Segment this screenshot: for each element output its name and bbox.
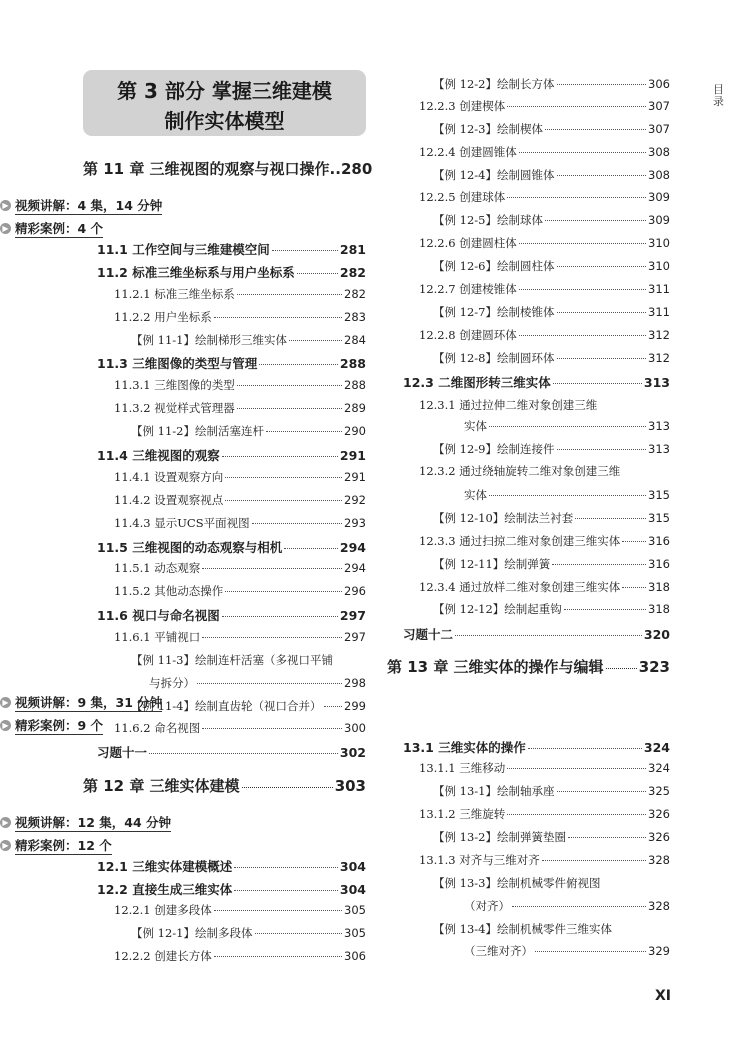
- toc-entry-sub[interactable]: [114, 948, 366, 964]
- toc-leader-dots: [557, 791, 647, 792]
- toc-page-number: 304: [339, 882, 366, 897]
- toc-leader-dots: [202, 728, 342, 729]
- toc-entry-sub[interactable]: [114, 629, 366, 645]
- toc-entry-title: 11.6.1 平铺视口: [114, 630, 201, 644]
- toc-page-number: 320: [643, 627, 670, 642]
- toc-page-number: 315: [648, 488, 670, 502]
- toc-entry-wrapped[interactable]: 【例 13-3】绘制机械零件俯视图: [433, 876, 601, 890]
- toc-entry-sub[interactable]: [114, 469, 366, 485]
- toc-entry-ex[interactable]: [464, 943, 670, 959]
- toc-leader-dots: [512, 906, 646, 907]
- toc-entry-title: 12.2.3 创建楔体: [419, 99, 506, 113]
- toc-entry-title: 【例 12-1】绘制多段体: [131, 926, 253, 940]
- toc-page-number: 304: [339, 859, 366, 874]
- toc-page-number: 288: [344, 378, 366, 392]
- toc-leader-dots: [519, 289, 646, 290]
- toc-page-number: 307: [648, 122, 670, 136]
- toc-leader-dots: [214, 317, 342, 318]
- toc-entry-title: 11.5 三维视图的动态观察与相机: [97, 540, 283, 555]
- toc-entry-ex[interactable]: [433, 829, 670, 845]
- toc-entry-sub[interactable]: [114, 560, 366, 576]
- toc-entry-title: 12.2.1 创建多段体: [114, 903, 212, 917]
- toc-media-label: 视频讲解：4 集，14 分钟: [15, 198, 163, 213]
- toc-page-number: 297: [344, 630, 366, 644]
- toc-entry-sub[interactable]: [419, 144, 670, 160]
- toc-page-number: 307: [648, 99, 670, 113]
- toc-entry-title: 第 12 章 三维实体建模: [83, 777, 240, 795]
- toc-leader-dots: [622, 541, 646, 542]
- toc-page-number: 313: [643, 375, 670, 390]
- toc-entry-chap[interactable]: [387, 656, 670, 677]
- toc-entry-ex[interactable]: [433, 601, 670, 617]
- toc-entry-title: 11.2.1 标准三维坐标系: [114, 287, 235, 301]
- side-section-label: 目录: [713, 83, 724, 108]
- play-icon: ▶: [0, 223, 11, 234]
- toc-leader-dots: [297, 273, 338, 274]
- toc-entry-sec[interactable]: [403, 738, 670, 756]
- toc-leader-dots: ..: [329, 160, 341, 178]
- toc-entry-title: 11.6.2 命名视图: [114, 721, 201, 735]
- toc-page-number: 326: [648, 807, 670, 821]
- toc-entry-title: 12.1 三维实体建模概述: [97, 859, 233, 874]
- toc-media-info: [0, 219, 103, 238]
- toc-leader-dots: [606, 668, 637, 669]
- toc-leader-dots: [489, 495, 646, 496]
- toc-leader-dots: [237, 294, 342, 295]
- toc-entry-title: 【例 12-11】绘制弹簧: [433, 557, 551, 571]
- toc-entry-title: 习题十一: [97, 745, 148, 760]
- toc-entry-sec[interactable]: [97, 263, 366, 281]
- toc-entry-title: 【例 13-2】绘制弹簧垫圈: [433, 830, 566, 844]
- toc-leader-dots: [535, 951, 646, 952]
- toc-leader-dots: [557, 312, 647, 313]
- toc-page-number: 294: [344, 561, 366, 575]
- toc-leader-dots: [489, 426, 646, 427]
- toc-entry-title: 12.2.7 创建棱锥体: [419, 282, 517, 296]
- toc-leader-dots: [272, 250, 338, 251]
- toc-page-number: 318: [648, 580, 670, 594]
- toc-entry-sub[interactable]: [419, 806, 670, 822]
- toc-entry-ex[interactable]: [433, 510, 670, 526]
- toc-page-number: 284: [344, 333, 366, 347]
- toc-leader-dots: [149, 753, 338, 754]
- toc-entry-sub[interactable]: [114, 492, 366, 508]
- toc-leader-dots: [545, 129, 646, 130]
- toc-entry-exercise[interactable]: [97, 743, 366, 761]
- toc-entry-sub[interactable]: [114, 377, 366, 393]
- toc-entry-sec[interactable]: [97, 446, 366, 464]
- toc-leader-dots: [242, 787, 333, 788]
- toc-page-number: 326: [648, 830, 670, 844]
- toc-page-number: 290: [344, 424, 366, 438]
- toc-entry-sub[interactable]: [114, 720, 366, 736]
- toc-leader-dots: [519, 243, 646, 244]
- toc-entry-sub[interactable]: [419, 760, 670, 776]
- toc-leader-dots: [225, 500, 342, 501]
- toc-entry-title: （三维对齐）: [464, 944, 533, 958]
- toc-page-number: 288: [339, 356, 366, 371]
- toc-page-number: 316: [648, 534, 670, 548]
- toc-page-number: 291: [339, 448, 366, 463]
- toc-entry-title: 【例 11-4】绘制直齿轮（视口合并）: [131, 699, 322, 713]
- toc-leader-dots: [225, 591, 342, 592]
- toc-page-number: 310: [648, 236, 670, 250]
- play-icon: ▶: [0, 817, 11, 828]
- toc-entry-sub[interactable]: [114, 400, 366, 416]
- toc-leader-dots: [455, 635, 642, 636]
- toc-leader-dots: [237, 408, 342, 409]
- toc-entry-ex[interactable]: [433, 783, 670, 799]
- play-icon: ▶: [0, 200, 11, 211]
- toc-entry-title: 实体: [464, 488, 487, 502]
- toc-entry-sub[interactable]: [419, 852, 670, 868]
- toc-entry-sub[interactable]: [419, 281, 670, 297]
- toc-leader-dots: [234, 867, 338, 868]
- toc-entry-title: 12.2 直接生成三维实体: [97, 882, 233, 897]
- toc-leader-dots: [557, 449, 647, 450]
- toc-leader-dots: [324, 706, 343, 707]
- toc-page-number: 292: [344, 493, 366, 507]
- toc-leader-dots: [519, 152, 646, 153]
- toc-entry-title: 第 13 章 三维实体的操作与编辑: [387, 658, 604, 676]
- toc-entry-sub[interactable]: [419, 235, 670, 251]
- toc-entry-ex[interactable]: [433, 212, 670, 228]
- toc-entry-sec[interactable]: [97, 538, 366, 556]
- toc-leader-dots: [214, 956, 342, 957]
- toc-page-number: 296: [344, 584, 366, 598]
- toc-page-number: 309: [648, 190, 670, 204]
- toc-entry-title: 11.3.1 三维图像的类型: [114, 378, 235, 392]
- toc-page-number: 311: [648, 282, 670, 296]
- toc-page-number: 328: [648, 899, 670, 913]
- toc-leader-dots: [507, 197, 646, 198]
- toc-entry-sub[interactable]: [419, 327, 670, 343]
- toc-entry-sec[interactable]: [97, 354, 366, 372]
- part-title-line1: 第 3 部分 掌握三维建模: [117, 79, 332, 103]
- toc-leader-dots: [202, 568, 342, 569]
- toc-page-number: 324: [643, 740, 670, 755]
- toc-entry-title: 13.1.1 三维移动: [419, 761, 506, 775]
- toc-entry-title: 12.2.2 创建长方体: [114, 949, 212, 963]
- toc-entry-title: 11.5.1 动态观察: [114, 561, 201, 575]
- toc-entry-ex[interactable]: [149, 675, 366, 691]
- toc-page-number: 308: [648, 145, 670, 159]
- part-title-line2: 制作实体模型: [164, 109, 285, 133]
- toc-leader-dots: [557, 266, 647, 267]
- toc-page-number: 282: [344, 287, 366, 301]
- toc-entry-wrapped[interactable]: 12.3.1 通过拉伸二维对象创建三维: [419, 398, 598, 412]
- toc-page-number: 316: [648, 557, 670, 571]
- toc-leader-dots: [255, 933, 343, 934]
- toc-page-number: 306: [344, 949, 366, 963]
- toc-page-number: 298: [344, 676, 366, 690]
- toc-entry-title: 第 11 章 三维视图的观察与视口操作: [83, 160, 330, 178]
- toc-entry-ex[interactable]: [433, 350, 670, 366]
- toc-leader-dots: [553, 383, 642, 384]
- toc-page-number: 310: [648, 259, 670, 273]
- toc-entry-title: 与拆分）: [149, 676, 195, 690]
- toc-leader-dots: [197, 683, 342, 684]
- toc-entry-wrapped[interactable]: 12.3.2 通过绕轴旋转二维对象创建三维: [419, 464, 621, 478]
- toc-leader-dots: [542, 860, 646, 861]
- toc-entry-ex[interactable]: [433, 304, 670, 320]
- toc-page-number: 311: [648, 305, 670, 319]
- toc-entry-title: 11.4.1 设置观察方向: [114, 470, 224, 484]
- toc-entry-title: 11.1 工作空间与三维建模空间: [97, 242, 270, 257]
- toc-entry-title: 11.3 三维图像的类型与管理: [97, 356, 258, 371]
- toc-entry-title: 11.4.3 显示UCS平面视图: [114, 516, 250, 530]
- toc-entry-sub[interactable]: [464, 418, 670, 434]
- toc-page-number: 297: [339, 608, 366, 623]
- toc-entry-wrapped[interactable]: 【例 11-3】绘制连杆活塞（多视口平铺: [131, 653, 333, 667]
- toc-entry-title: 12.3.3 通过扫掠二维对象创建三维实体: [419, 534, 621, 548]
- toc-media-info: [0, 813, 171, 832]
- toc-leader-dots: [237, 385, 342, 386]
- toc-page-number: 299: [344, 699, 366, 713]
- toc-leader-dots: [552, 564, 646, 565]
- toc-entry-ex[interactable]: [433, 167, 670, 183]
- toc-media-label: 视频讲解：12 集，44 分钟: [15, 815, 171, 830]
- toc-entry-ex[interactable]: [131, 332, 366, 348]
- toc-entry-title: 【例 12-2】绘制长方体: [433, 77, 555, 91]
- toc-entry-sec[interactable]: [97, 606, 366, 624]
- toc-page-number: 306: [648, 77, 670, 91]
- toc-entry-ex[interactable]: [433, 258, 670, 274]
- toc-entry-title: （对齐）: [464, 899, 510, 913]
- toc-entry-title: 习题十二: [403, 627, 454, 642]
- toc-page-number: 329: [648, 944, 670, 958]
- toc-leader-dots: [575, 518, 646, 519]
- toc-entry-title: 【例 12-6】绘制圆柱体: [433, 259, 555, 273]
- toc-entry-sub[interactable]: [419, 533, 670, 549]
- toc-leader-dots: [519, 335, 646, 336]
- play-icon: ▶: [0, 720, 11, 731]
- toc-media-info: [0, 836, 112, 855]
- toc-page-number: 294: [339, 540, 366, 555]
- toc-entry-title: 11.4.2 设置观察视点: [114, 493, 224, 507]
- toc-media-info: [0, 693, 162, 712]
- toc-page-number: 305: [344, 926, 366, 940]
- toc-entry-title: 11.3.2 视觉样式管理器: [114, 401, 235, 415]
- part-title-box: [83, 70, 366, 136]
- toc-entry-title: 【例 12-12】绘制起重钩: [433, 602, 562, 616]
- toc-entry-title: 12.2.6 创建圆柱体: [419, 236, 517, 250]
- toc-entry-title: 12.3.4 通过放样二维对象创建三维实体: [419, 580, 621, 594]
- toc-leader-dots: [557, 358, 647, 359]
- toc-media-info: [0, 196, 162, 215]
- toc-entry-title: 【例 12-3】绘制楔体: [433, 122, 543, 136]
- toc-page-number: 282: [339, 265, 366, 280]
- toc-entry-title: 13.1.2 三维旋转: [419, 807, 506, 821]
- toc-entry-title: 11.4 三维视图的观察: [97, 448, 220, 463]
- toc-leader-dots: [266, 431, 342, 432]
- toc-entry-sub[interactable]: [114, 902, 366, 918]
- toc-entry-title: 11.2.2 用户坐标系: [114, 310, 212, 324]
- toc-entry-title: 实体: [464, 419, 487, 433]
- toc-entry-title: 【例 12-10】绘制法兰衬套: [433, 511, 574, 525]
- toc-page-number: 328: [648, 853, 670, 867]
- toc-entry-title: 【例 13-1】绘制轴承座: [433, 784, 555, 798]
- toc-entry-sub[interactable]: [464, 487, 670, 503]
- toc-entry-ex[interactable]: [131, 925, 366, 941]
- toc-entry-sec[interactable]: [97, 880, 366, 898]
- toc-page-number: 289: [344, 401, 366, 415]
- toc-leader-dots: [507, 768, 646, 769]
- toc-entry-ex[interactable]: [131, 698, 366, 714]
- toc-entry-ex[interactable]: [464, 898, 670, 914]
- toc-leader-dots: [507, 106, 646, 107]
- toc-entry-title: 13.1 三维实体的操作: [403, 740, 526, 755]
- toc-page-number: 313: [648, 419, 670, 433]
- toc-entry-wrapped[interactable]: 【例 13-4】绘制机械零件三维实体: [433, 922, 612, 936]
- toc-leader-dots: [545, 220, 646, 221]
- toc-leader-dots: [507, 814, 646, 815]
- toc-entry-sub[interactable]: [114, 515, 366, 531]
- toc-entry-sub[interactable]: [114, 309, 366, 325]
- toc-leader-dots: [252, 523, 342, 524]
- toc-entry-ex[interactable]: [433, 441, 670, 457]
- toc-page-number: 324: [648, 761, 670, 775]
- toc-entry-sub[interactable]: [114, 583, 366, 599]
- toc-leader-dots: [259, 364, 338, 365]
- toc-leader-dots: [528, 748, 642, 749]
- toc-entry-ex[interactable]: [433, 76, 670, 92]
- play-icon: ▶: [0, 840, 11, 851]
- toc-entry-title: 13.1.3 对齐与三维对齐: [419, 853, 540, 867]
- toc-leader-dots: [557, 175, 647, 176]
- toc-entry-title: 12.3 二维图形转三维实体: [403, 375, 551, 390]
- toc-entry-chap[interactable]: [83, 158, 373, 179]
- toc-entry-sub[interactable]: [114, 286, 366, 302]
- toc-media-label: 精彩案例：12 个: [15, 838, 112, 853]
- toc-leader-dots: [289, 340, 342, 341]
- toc-entry-title: 【例 12-8】绘制圆环体: [433, 351, 555, 365]
- toc-leader-dots: [557, 84, 647, 85]
- toc-leader-dots: [564, 609, 646, 610]
- toc-page-number: 293: [344, 516, 366, 530]
- toc-entry-title: 12.2.8 创建圆环体: [419, 328, 517, 342]
- toc-entry-sub[interactable]: [419, 579, 670, 595]
- toc-media-label: 精彩案例：9 个: [15, 718, 104, 733]
- toc-leader-dots: [222, 456, 338, 457]
- toc-entry-title: 【例 12-7】绘制棱锥体: [433, 305, 555, 319]
- toc-entry-title: 11.2 标准三维坐标系与用户坐标系: [97, 265, 295, 280]
- toc-entry-chap[interactable]: [83, 775, 366, 796]
- toc-page-number: 305: [344, 903, 366, 917]
- toc-media-label: 视频讲解：9 集，31 分钟: [15, 695, 163, 710]
- toc-entry-title: 【例 11-2】绘制活塞连杆: [131, 424, 264, 438]
- toc-leader-dots: [622, 587, 646, 588]
- toc-entry-sec[interactable]: [97, 857, 366, 875]
- toc-page-number: 325: [648, 784, 670, 798]
- toc-leader-dots: [568, 837, 646, 838]
- toc-entry-sub[interactable]: [419, 189, 670, 205]
- toc-entry-title: 【例 12-4】绘制圆锥体: [433, 168, 555, 182]
- toc-page-number: 308: [648, 168, 670, 182]
- toc-page-number: 281: [339, 242, 366, 257]
- toc-page-number: 312: [648, 328, 670, 342]
- toc-leader-dots: [284, 548, 338, 549]
- toc-entry-sec[interactable]: [97, 240, 366, 258]
- toc-entry-title: 【例 12-5】绘制球体: [433, 213, 543, 227]
- toc-entry-title: 12.2.5 创建球体: [419, 190, 506, 204]
- toc-leader-dots: [214, 910, 342, 911]
- toc-page-number: 323: [638, 658, 670, 676]
- toc-entry-title: 12.2.4 创建圆锥体: [419, 145, 517, 159]
- toc-page-number: 303: [334, 777, 366, 795]
- toc-page-number: 309: [648, 213, 670, 227]
- toc-entry-ex[interactable]: [131, 423, 366, 439]
- toc-page-number: 313: [648, 442, 670, 456]
- toc-page-number: 300: [344, 721, 366, 735]
- toc-entry-exercise[interactable]: [403, 625, 670, 643]
- toc-media-info: [0, 716, 103, 735]
- toc-entry-title: 【例 12-9】绘制连接件: [433, 442, 555, 456]
- toc-entry-title: 11.6 视口与命名视图: [97, 608, 220, 623]
- toc-media-label: 精彩案例：4 个: [15, 221, 104, 236]
- toc-leader-dots: [222, 616, 338, 617]
- toc-page-number: 312: [648, 351, 670, 365]
- page-number: XI: [655, 988, 672, 1004]
- toc-page-number: 280: [340, 160, 373, 178]
- toc-entry-title: 11.5.2 其他动态操作: [114, 584, 224, 598]
- toc-entry-sub[interactable]: [419, 98, 670, 114]
- toc-entry-sec[interactable]: [403, 373, 670, 391]
- toc-leader-dots: [225, 477, 342, 478]
- toc-entry-ex[interactable]: [433, 556, 670, 572]
- play-icon: ▶: [0, 697, 11, 708]
- toc-page-number: 318: [648, 602, 670, 616]
- toc-entry-title: 【例 11-1】绘制梯形三维实体: [131, 333, 287, 347]
- toc-entry-ex[interactable]: [433, 121, 670, 137]
- toc-page-number: 302: [339, 745, 366, 760]
- toc-page-number: 291: [344, 470, 366, 484]
- toc-page-number: 283: [344, 310, 366, 324]
- toc-leader-dots: [202, 637, 342, 638]
- toc-leader-dots: [234, 890, 338, 891]
- toc-page-number: 315: [648, 511, 670, 525]
